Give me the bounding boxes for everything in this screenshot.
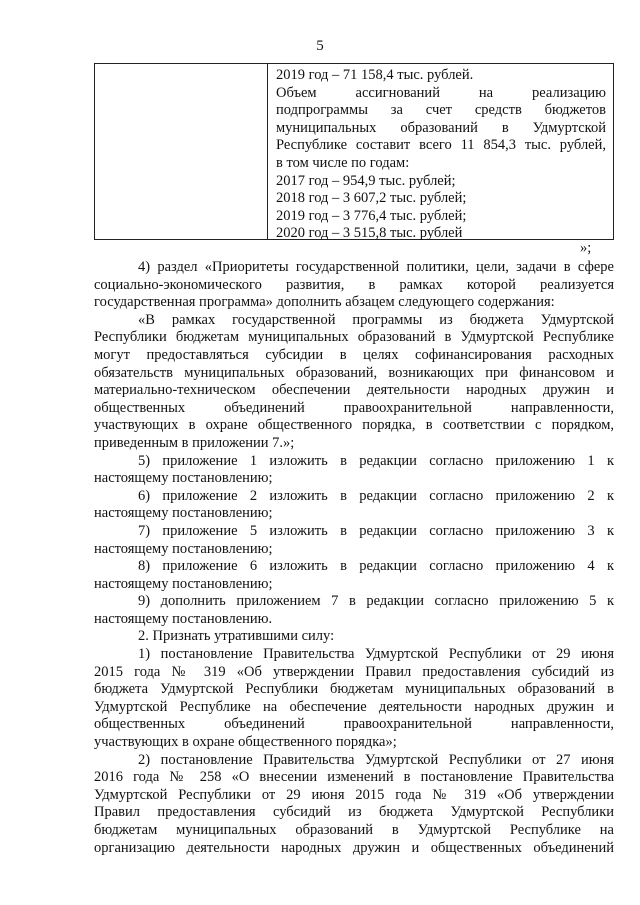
table-line: 2017 год – 954,9 тыс. рублей; bbox=[276, 172, 456, 189]
paragraph-line: 2. Признать утратившими силу: bbox=[138, 628, 335, 645]
paragraph-line: общественных объединений правоохранительной направленности, bbox=[94, 399, 614, 416]
paragraph-line: 1) постановление Правительства Удмуртской Республики от 29 июня bbox=[138, 646, 614, 663]
paragraph-line: 2016 года № 258 «О внесении изменений в постановление Правительства bbox=[94, 769, 614, 786]
paragraph-line: настоящему постановлению. bbox=[94, 610, 273, 627]
paragraph-line: бюджета Удмуртской Республики бюджетам муниципальных образований в bbox=[94, 681, 614, 698]
table-line: 2019 год – 3 776,4 тыс. рублей; bbox=[276, 207, 467, 224]
paragraph-line: могут предоставляться субсидии в целях софинансирования расходных bbox=[94, 346, 614, 363]
table-line: Объем ассигнований на реализацию bbox=[276, 84, 606, 101]
paragraph-line: бюджетам муниципальных образований в Удмуртской Республике на bbox=[94, 822, 614, 838]
paragraph-line: 8) приложение 6 изложить в редакции согласно приложению 4 к bbox=[138, 558, 614, 575]
paragraph-line: Правил предоставления субсидий из бюджета Удмуртской Республики bbox=[94, 804, 614, 821]
funding-table bbox=[94, 63, 614, 240]
paragraph-line: общественных объединений правоохранительной направленности, bbox=[94, 716, 614, 733]
table-line: 2019 год – 71 158,4 тыс. рублей. bbox=[276, 67, 474, 83]
table-column-divider bbox=[267, 64, 268, 239]
paragraph-line: «В рамках государственной программы из бюджета Удмуртской bbox=[138, 311, 614, 328]
paragraph-line: 9) дополнить приложением 7 в редакции согласно приложению 5 к bbox=[138, 593, 614, 610]
table-line: Республике составит всего 11 854,3 тыс. рублей, bbox=[276, 137, 606, 154]
document-body bbox=[94, 259, 614, 857]
table-line: в том числе по годам: bbox=[276, 154, 410, 171]
table-cell-funding bbox=[276, 67, 606, 243]
paragraph-line: материально-техническом обеспечении деятельности народных дружин и bbox=[94, 382, 614, 399]
table-line: подпрограммы за счет средств бюджетов bbox=[276, 102, 606, 119]
page-number: 5 bbox=[316, 38, 324, 54]
paragraph-line: участвующих в охране общественного порядка»; bbox=[94, 734, 397, 751]
paragraph-line: настоящему постановлению; bbox=[94, 575, 273, 592]
paragraph-line: настоящему постановлению; bbox=[94, 540, 273, 557]
closing-quote: »; bbox=[580, 240, 592, 256]
paragraph-line: социально-экономического развития, в рамках которой реализуется bbox=[94, 276, 614, 293]
paragraph-line: Удмуртской Республики от 29 июня 2015 года № 319 «Об утверждении bbox=[94, 786, 614, 803]
paragraph-line: Удмуртской Республике на обеспечение деятельности народных дружин и bbox=[94, 698, 614, 715]
paragraph-line: государственная программа» дополнить абзацем следующего содержания: bbox=[94, 294, 555, 311]
table-line: 2018 год – 3 607,2 тыс. рублей; bbox=[276, 190, 467, 207]
paragraph-line: приведенным в приложении 7.»; bbox=[94, 434, 295, 451]
paragraph-line: 7) приложение 5 изложить в редакции согласно приложению 3 к bbox=[138, 522, 614, 539]
table-line: муниципальных образований в Удмуртской bbox=[276, 119, 606, 136]
paragraph-line: обязательств муниципальных образований, возникающих при финансовом и bbox=[94, 364, 614, 381]
paragraph-line: организацию деятельности народных дружин и общественных объединений bbox=[94, 839, 614, 856]
paragraph-line: 2) постановление Правительства Удмуртской Республики от 27 июня bbox=[138, 751, 614, 768]
paragraph-line: 5) приложение 1 изложить в редакции согласно приложению 1 к bbox=[138, 452, 614, 469]
paragraph-line: 6) приложение 2 изложить в редакции согласно приложению 2 к bbox=[138, 487, 614, 504]
paragraph-line: 2015 года № 319 «Об утверждении Правил предоставления субсидий из bbox=[94, 663, 614, 680]
paragraph-line: 4) раздел «Приоритеты государственной политики, цели, задачи в сфере bbox=[138, 259, 614, 275]
paragraph-line: участвующих в охране общественного порядка, в соответствии с порядком, bbox=[94, 417, 614, 434]
paragraph-line: Республики бюджетам муниципальных образований в Удмуртской Республике bbox=[94, 329, 614, 346]
paragraph-line: настоящему постановлению; bbox=[94, 470, 273, 487]
paragraph-line: настоящему постановлению; bbox=[94, 505, 273, 522]
table-line: 2020 год – 3 515,8 тыс. рублей bbox=[276, 225, 463, 242]
